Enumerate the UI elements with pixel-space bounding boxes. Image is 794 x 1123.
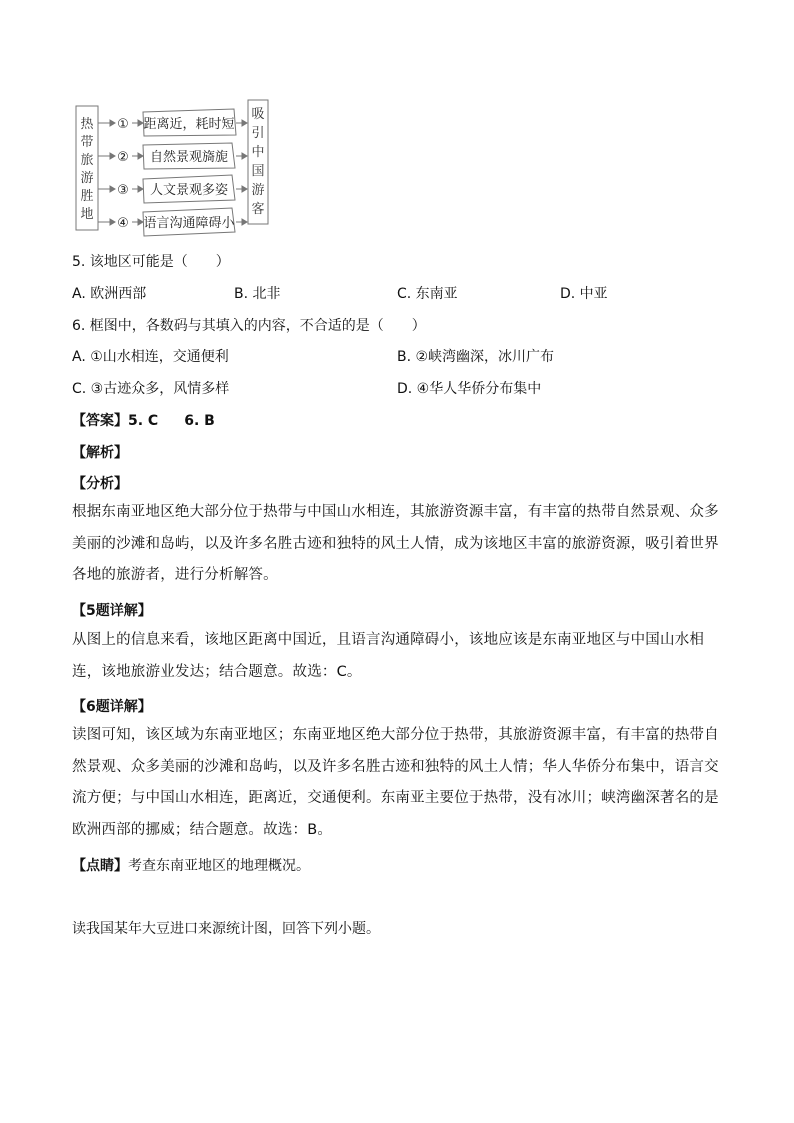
q6-stem: 6. 框图中，各数码与其填入的内容，不合适的是（ ）: [72, 318, 426, 334]
q5-option-d: D. 中亚: [560, 286, 608, 302]
diagram-item-text: 自然景观旖旎: [149, 150, 229, 165]
q6-option-c: C. ③古迹众多，风情多样: [72, 381, 230, 397]
dianjing-text: 考查东南亚地区的地理概况。: [128, 858, 310, 874]
tourism-flow-diagram: [74, 98, 274, 238]
right-char: 国: [251, 164, 265, 179]
left-char: 旅: [80, 153, 94, 168]
fenxi-text: 根据东南亚地区绝大部分位于热带与中国山水相连，其旅游资源丰富，有丰富的热带自然景观、众多美丽的沙滩和岛屿，以及许多名胜古迹和独特的风土人情，成为该地区丰富的旅游资源，吸引着世界各地的旅游者，进行分析解答。: [72, 504, 719, 583]
detail-5-header: 【5题详解】: [72, 603, 152, 619]
answer-line: [72, 410, 215, 430]
q5-option-a: A. 欧洲西部: [72, 286, 147, 302]
diagram-number: ③: [117, 183, 129, 198]
detail-5-text: 从图上的信息来看，该地区距离中国近，且语言沟通障碍小，该地应该是东南亚地区与中国山水相连，该地旅游业发达；结合题意。故选：C。: [72, 632, 705, 680]
right-char: 游: [251, 183, 265, 198]
dianjing-label: 【点睛】: [72, 858, 128, 874]
left-char: 热: [80, 117, 94, 132]
q6-option-a: A. ①山水相连，交通便利: [72, 349, 229, 365]
left-char: 游: [80, 171, 94, 186]
q6-option-d: D. ④华人华侨分布集中: [397, 381, 542, 397]
diagram-item-box: [143, 175, 235, 203]
right-char: 引: [251, 126, 265, 141]
next-question-intro: 读我国某年大豆进口来源统计图，回答下列小题。: [72, 921, 380, 937]
diagram-item-box: [143, 109, 236, 136]
diagram-item-box: [143, 143, 235, 169]
q5-option-b: B. 北非: [234, 286, 281, 302]
q6-option-b: B. ②峡湾幽深，冰川广布: [397, 349, 555, 365]
diagram-item-text: 距离近，耗时短: [143, 117, 235, 132]
detail-6-text: 读图可知，该区域为东南亚地区；东南亚地区绝大部分位于热带，其旅游资源丰富，有丰富的热带自然景观、众多美丽的沙滩和岛屿，以及许多名胜古迹和独特的风土人情；华人华侨分布集中，语言交流方便；与中国山水相连，距离近，交通便利。东南亚主要位于热带，没有冰川；峡湾幽深著名的是欧洲西部的挪威；结合题意。故选：B。: [72, 727, 719, 838]
left-char: 地: [80, 207, 94, 222]
dianjing-line: [72, 855, 310, 875]
right-char: 客: [251, 202, 265, 217]
diagram-item-text: 语言沟通障碍小: [143, 216, 235, 231]
right-char: 中: [251, 145, 265, 160]
diagram-item-box: [143, 208, 235, 236]
diagram-number: ④: [117, 216, 129, 231]
diagram-item-text: 人文景观多姿: [149, 183, 229, 198]
detail-6-header: 【6题详解】: [72, 699, 152, 715]
right-char: 吸: [251, 107, 265, 122]
answer-6: 6. B: [184, 413, 215, 429]
left-char: 带: [80, 135, 94, 150]
diagram-number: ①: [117, 117, 129, 132]
fenxi-header: 【分析】: [72, 476, 128, 492]
q5-stem: 5. 该地区可能是（ ）: [72, 254, 230, 270]
left-char: 胜: [80, 189, 94, 204]
answer-5: 5. C: [128, 413, 159, 429]
diagram-number: ②: [117, 150, 129, 165]
analysis-header: 【解析】: [72, 445, 128, 461]
q5-option-c: C. 东南亚: [397, 286, 458, 302]
answer-label: 【答案】: [72, 413, 128, 429]
